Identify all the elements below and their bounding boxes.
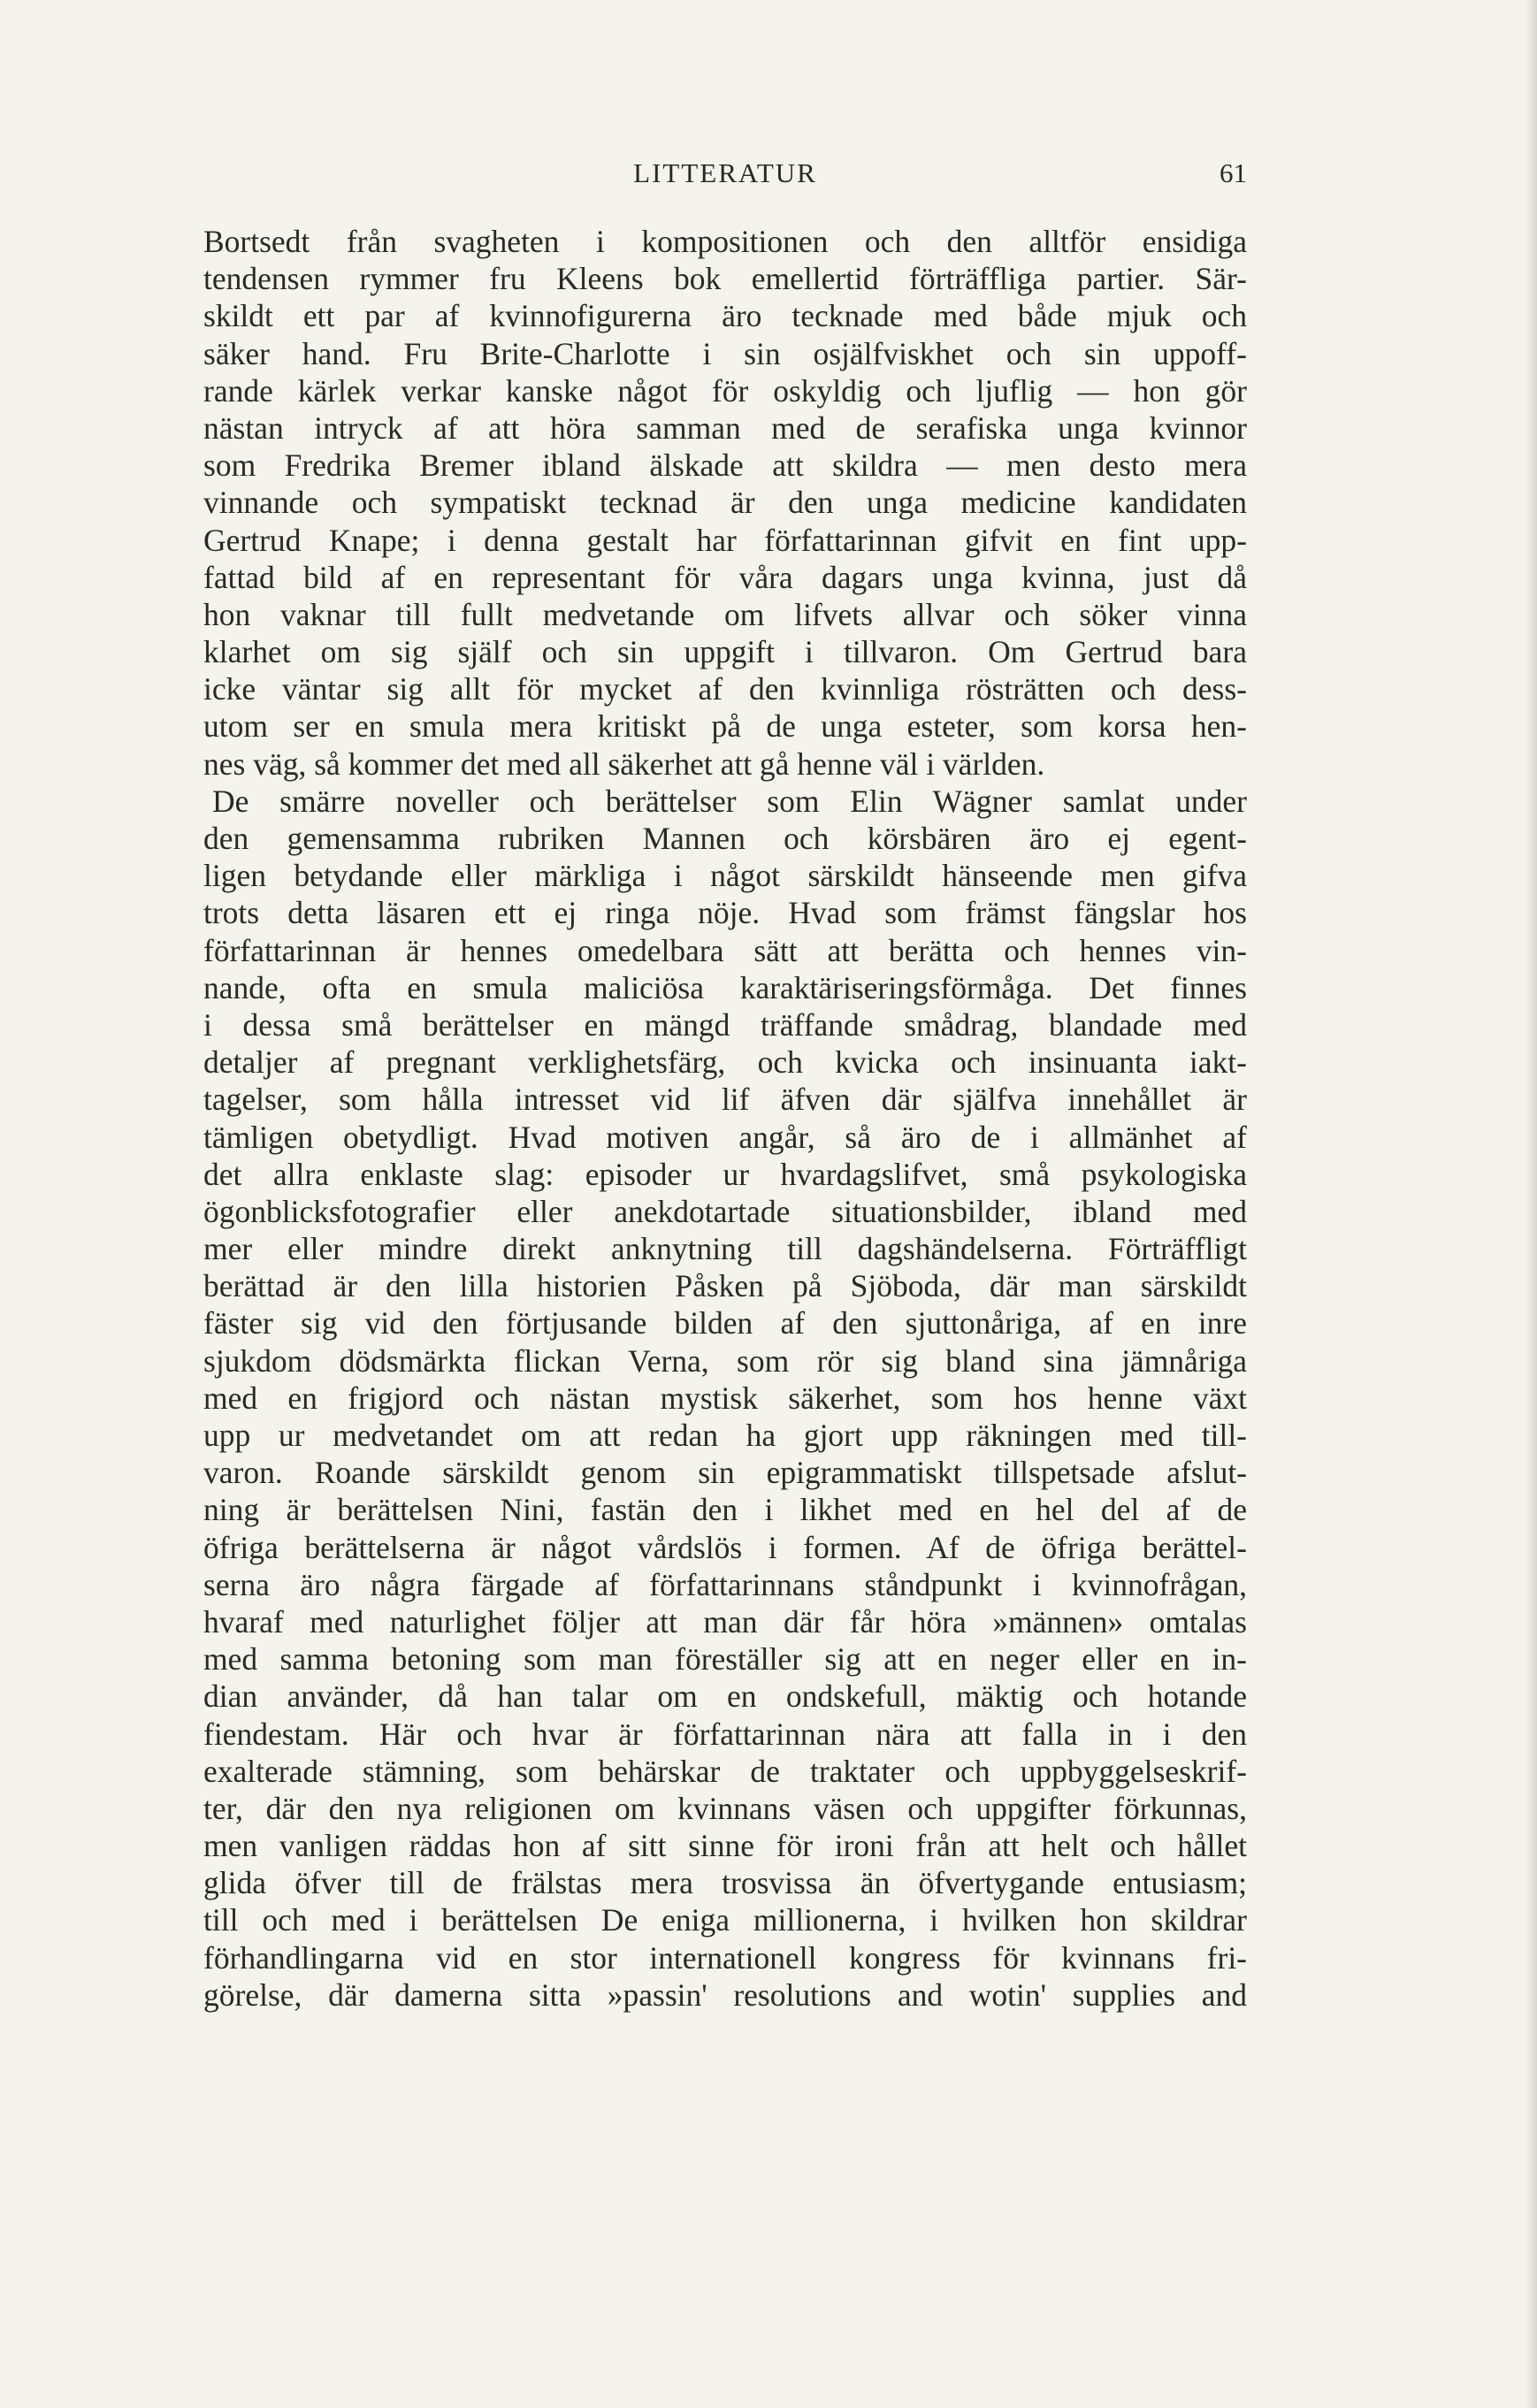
text-line: den gemensamma rubriken Mannen och körsbären äro ej egent-: [203, 821, 1247, 856]
body-text: [203, 223, 1247, 2014]
text-line: fattad bild af en representant för våra dagars unga kvinna, just då: [203, 559, 1247, 595]
text-line: till och med i berättelsen De eniga millionerna, i hvilken hon skildrar: [203, 1902, 1247, 1938]
text-line: sjukdom dödsmärkta flickan Verna, som rör sig bland sina jämnåriga: [203, 1342, 1247, 1379]
text-line: icke väntar sig allt för mycket af den kvinnliga rösträtten och dess-: [203, 671, 1247, 707]
text-line: upp ur medvetandet om att redan ha gjort upp räkningen med till-: [203, 1418, 1247, 1453]
text-line: klarhet om sig själf och sin uppgift i tillvaron. Om Gertrud bara: [203, 634, 1247, 670]
text-line: utom ser en smula mera kritiskt på de unga esteter, som korsa hen-: [203, 708, 1247, 745]
text-line: Gertrud Knape; i denna gestalt har författarinnan gifvit en fint upp-: [203, 522, 1247, 558]
text-line: fäster sig vid den förtjusande bilden af den sjuttonåriga, af en inre: [203, 1305, 1247, 1342]
text-line: som Fredrika Bremer ibland älskade att skildra — men desto mera: [203, 447, 1247, 484]
text-line: i dessa små berättelser en mängd träffande smådrag, blandade med: [203, 1006, 1247, 1043]
text-line: säker hand. Fru Brite-Charlotte i sin osjälfviskhet och sin uppoff-: [203, 335, 1247, 371]
text-line: ögonblicksfotografier eller anekdotartade situationsbilder, ibland med: [203, 1193, 1247, 1229]
text-line: berättad är den lilla historien Påsken på Sjöboda, där man särskildt: [203, 1268, 1247, 1304]
text-line: tämligen obetydligt. Hvad motiven angår, så äro de i allmänhet af: [203, 1119, 1247, 1155]
text-line: författarinnan är hennes omedelbara sätt att berätta och hennes vin-: [203, 932, 1247, 968]
text-line: tagelser, som hålla intresset vid lif äfven där själfva innehållet är: [203, 1082, 1247, 1118]
text-line: varon. Roande särskildt genom sin epigrammatiskt tillspetsade afslut-: [203, 1455, 1247, 1491]
page-number: 61: [1220, 157, 1247, 188]
text-line: rande kärlek verkar kanske något för oskyldig och ljuflig — hon gör: [203, 372, 1247, 409]
text-line: De smärre noveller och berättelser som Elin Wägner samlat under: [212, 783, 1247, 819]
page-edge-shadow: [1525, 0, 1537, 2408]
text-line: nes väg, så kommer det med all säkerhet att gå henne väl i världen.: [203, 745, 1045, 782]
text-line: tendensen rymmer fru Kleens bok emellertid förträffliga partier. Sär-: [203, 261, 1247, 297]
text-line: skildt ett par af kvinnofigurerna äro tecknade med både mjuk och: [203, 298, 1247, 334]
text-line: fiendestam. Här och hvar är författarinnan nära att falla in i den: [203, 1716, 1247, 1752]
text-line: glida öfver till de frälstas mera trosvissa än öfvertygande entusiasm;: [203, 1865, 1247, 1901]
text-line: ning är berättelsen Nini, fastän den i likhet med en hel del af de: [203, 1492, 1247, 1528]
text-line: förhandlingarna vid en stor internationell kongress för kvinnans fri-: [203, 1939, 1247, 1976]
text-line: med samma betoning som man föreställer sig att en neger eller en in-: [203, 1641, 1247, 1678]
text-line: dian använder, då han talar om en ondskefull, mäktig och hotande: [203, 1678, 1247, 1715]
text-line: öfriga berättelserna är något vårdslös i formen. Af de öfriga berättel-: [203, 1529, 1247, 1565]
text-line: men vanligen räddas hon af sitt sinne för ironi från att helt och hållet: [203, 1828, 1247, 1864]
text-line: med en frigjord och nästan mystisk säkerhet, som hos henne växt: [203, 1380, 1247, 1416]
text-line: det allra enklaste slag: episoder ur hvardagslifvet, små psykologiska: [203, 1156, 1247, 1192]
text-line: Bortsedt från svagheten i kompositionen och den alltför ensidiga: [203, 224, 1247, 259]
text-line: serna äro några färgade af författarinnans ståndpunkt i kvinnofrågan,: [203, 1566, 1247, 1602]
text-line: ter, där den nya religionen om kvinnans väsen och uppgifter förkunnas,: [203, 1790, 1247, 1826]
text-line: exalterade stämning, som behärskar de traktater och uppbyggelseskrif-: [203, 1753, 1247, 1789]
text-line: trots detta läsaren ett ej ringa nöje. Hvad som främst fängslar hos: [203, 895, 1247, 931]
text-line: mer eller mindre direkt anknytning till dagshändelserna. Förträffligt: [203, 1231, 1247, 1267]
text-line: vinnande och sympatiskt tecknad är den unga medicine kandidaten: [203, 485, 1247, 521]
text-line: ligen betydande eller märkliga i något särskildt hänseende men gifva: [203, 858, 1247, 894]
text-line: hvaraf med naturlighet följer att man där får höra »männen» omtalas: [203, 1603, 1247, 1640]
text-line: görelse, där damerna sitta »passin' resolutions and wotin' supplies and: [203, 1976, 1247, 2013]
text-line: nästan intryck af att höra samman med de serafiska unga kvinnor: [203, 409, 1247, 446]
page-header: [203, 157, 1247, 202]
running-head: LITTERATUR: [633, 157, 817, 188]
text-line: hon vaknar till fullt medvetande om lifvets allvar och söker vinna: [203, 596, 1247, 632]
text-line: nande, ofta en smula maliciösa karaktäriseringsförmåga. Det finnes: [203, 969, 1247, 1005]
text-line: detaljer af pregnant verklighetsfärg, och kvicka och insinuanta iakt-: [203, 1044, 1247, 1081]
